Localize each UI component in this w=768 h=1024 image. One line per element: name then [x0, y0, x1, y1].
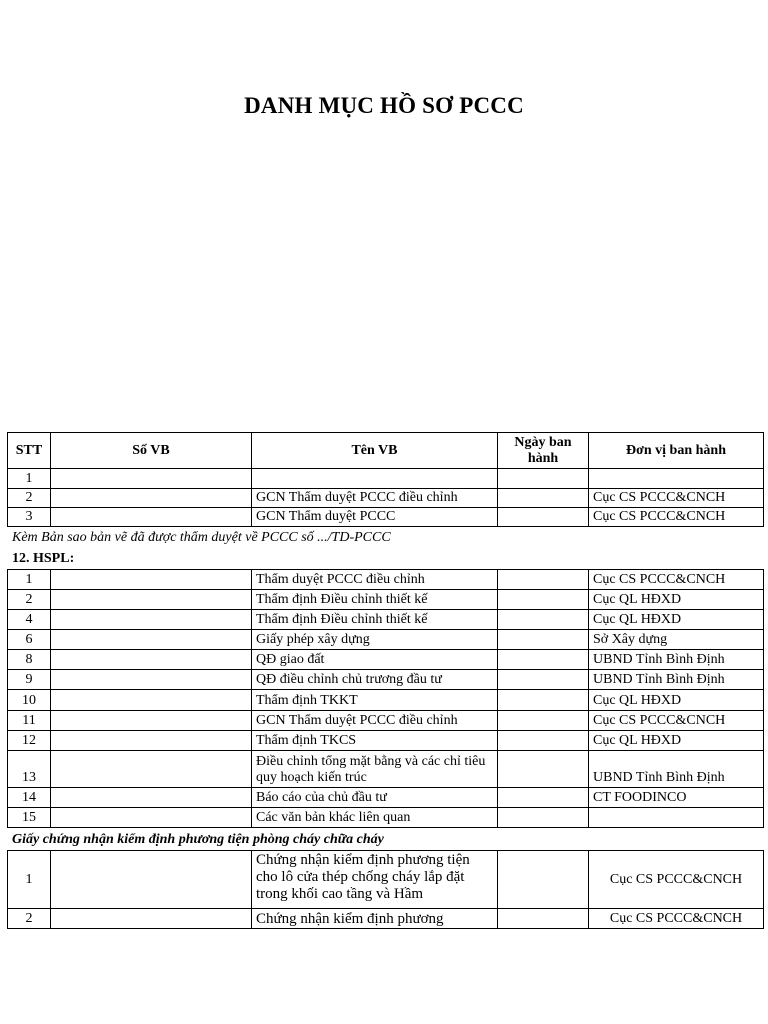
table-row: [8, 711, 764, 731]
cell-stt: 15: [8, 808, 51, 828]
cell-ngay: [498, 751, 589, 788]
table-row: [8, 489, 764, 508]
cell-ten: Điều chỉnh tổng mặt bằng và các chỉ tiêu quy hoạch kiến trúc: [252, 751, 498, 788]
cell-ngay: [498, 731, 589, 751]
cell-ngay: [498, 851, 589, 909]
cell-ten: Thẩm duyệt PCCC điều chỉnh: [252, 570, 498, 590]
cell-so: [51, 690, 252, 711]
cell-so: [51, 670, 252, 690]
header-stt: STT: [8, 433, 51, 469]
document-table-1: [7, 432, 764, 527]
table-row: [8, 630, 764, 650]
cell-ngay: [498, 630, 589, 650]
cell-don-vi: Cục CS PCCC&CNCH: [589, 508, 764, 527]
cell-ten: QĐ điều chỉnh chủ trương đầu tư: [252, 670, 498, 690]
cell-stt: 10: [8, 690, 51, 711]
cell-so: [51, 751, 252, 788]
cell-ngay: [498, 788, 589, 808]
table-row: [8, 508, 764, 527]
table-header-row: [8, 433, 764, 469]
cell-stt: 9: [8, 670, 51, 690]
header-ngay-ban-hanh: [498, 433, 589, 469]
cell-ngay: [498, 610, 589, 630]
cell-ngay: [498, 489, 589, 508]
cell-don-vi: UBND Tỉnh Bình Định: [589, 670, 764, 690]
cell-don-vi: [589, 808, 764, 828]
table-row: [8, 788, 764, 808]
cell-so: [51, 650, 252, 670]
cell-ngay: [498, 650, 589, 670]
cell-don-vi: Cục CS PCCC&CNCH: [589, 909, 764, 929]
cell-so: [51, 851, 252, 909]
cell-so: [51, 570, 252, 590]
header-don-vi: Đơn vị ban hành: [589, 433, 764, 469]
cell-ten: Chứng nhận kiểm định phương: [252, 909, 498, 929]
cell-ngay: [498, 590, 589, 610]
cell-ten: Giấy phép xây dựng: [252, 630, 498, 650]
cell-stt: 2: [8, 909, 51, 929]
cell-so: [51, 630, 252, 650]
cell-stt: 12: [8, 731, 51, 751]
table-row: [8, 469, 764, 489]
cell-don-vi: UBND Tỉnh Bình Định: [589, 751, 764, 788]
cell-don-vi: UBND Tỉnh Bình Định: [589, 650, 764, 670]
cell-so: [51, 808, 252, 828]
section-hspl: 12. HSPL:: [12, 551, 75, 566]
cell-stt: 13: [8, 751, 51, 788]
cell-ngay: [498, 690, 589, 711]
cell-so: [51, 711, 252, 731]
cell-stt: 1: [8, 570, 51, 590]
header-ngay-line-2: hành: [527, 450, 559, 466]
cell-ngay: [498, 711, 589, 731]
cell-stt: 1: [8, 851, 51, 909]
table-row: [8, 751, 764, 788]
cell-don-vi: Sở Xây dựng: [589, 630, 764, 650]
cell-don-vi: Cục CS PCCC&CNCH: [589, 570, 764, 590]
cell-don-vi: Cục CS PCCC&CNCH: [589, 489, 764, 508]
table-row: [8, 610, 764, 630]
cell-ten: Báo cáo của chủ đầu tư: [252, 788, 498, 808]
cell-ngay: [498, 670, 589, 690]
cell-so: [51, 788, 252, 808]
cell-don-vi: Cục QL HĐXD: [589, 690, 764, 711]
cell-don-vi: Cục QL HĐXD: [589, 610, 764, 630]
cell-don-vi: Cục CS PCCC&CNCH: [589, 711, 764, 731]
cell-stt: 14: [8, 788, 51, 808]
cell-ten: GCN Thẩm duyệt PCCC: [252, 508, 498, 527]
cell-stt: 6: [8, 630, 51, 650]
cell-ten: QĐ giao đất: [252, 650, 498, 670]
cell-don-vi: Cục QL HĐXD: [589, 731, 764, 751]
cell-don-vi: [589, 469, 764, 489]
cell-stt: 8: [8, 650, 51, 670]
cell-ngay: [498, 909, 589, 929]
document-table-3: [7, 850, 764, 929]
cell-don-vi: Cục CS PCCC&CNCH: [589, 851, 764, 909]
document-table-2: [7, 569, 764, 828]
cell-ten: GCN Thẩm duyệt PCCC điều chỉnh: [252, 711, 498, 731]
cell-ten: GCN Thẩm duyệt PCCC điều chỉnh: [252, 489, 498, 508]
cell-don-vi: Cục QL HĐXD: [589, 590, 764, 610]
cell-don-vi: CT FOODINCO: [589, 788, 764, 808]
cell-stt: 11: [8, 711, 51, 731]
cell-so: [51, 469, 252, 489]
cell-ngay: [498, 469, 589, 489]
cell-ten: [252, 469, 498, 489]
cell-ngay: [498, 808, 589, 828]
cell-ngay: [498, 508, 589, 527]
cell-ten: Thẩm định TKKT: [252, 690, 498, 711]
cell-stt: 4: [8, 610, 51, 630]
table-row: [8, 670, 764, 690]
header-so-vb: Số VB: [51, 433, 252, 469]
table-row: [8, 851, 764, 909]
table-row: [8, 909, 764, 929]
cell-stt: 2: [8, 590, 51, 610]
table-row: [8, 590, 764, 610]
cell-ten: Thẩm định Điều chỉnh thiết kế: [252, 610, 498, 630]
cell-ten: Thẩm định TKCS: [252, 731, 498, 751]
table-row: [8, 808, 764, 828]
header-ngay-line-1: Ngày ban: [514, 434, 572, 450]
cell-so: [51, 489, 252, 508]
table-row: [8, 731, 764, 751]
cell-stt: 2: [8, 489, 51, 508]
cell-so: [51, 590, 252, 610]
table-row: [8, 650, 764, 670]
cell-so: [51, 731, 252, 751]
cell-ten: Các văn bản khác liên quan: [252, 808, 498, 828]
cell-so: [51, 508, 252, 527]
cell-ten: Chứng nhận kiểm định phương tiện cho lô cửa thép chống cháy lắp đặt trong khối cao tầng và Hầm: [252, 851, 498, 909]
cell-so: [51, 610, 252, 630]
cell-so: [51, 909, 252, 929]
table-row: [8, 690, 764, 711]
table-row: [8, 570, 764, 590]
header-ten-vb: Tên VB: [252, 433, 498, 469]
page-title: DANH MỤC HỒ SƠ PCCC: [244, 93, 524, 118]
cell-ten: Thẩm định Điều chỉnh thiết kế: [252, 590, 498, 610]
section-gcn-kiem-dinh: Giấy chứng nhận kiểm định phương tiện phòng cháy chữa cháy: [12, 832, 384, 847]
cell-stt: 3: [8, 508, 51, 527]
cell-stt: 1: [8, 469, 51, 489]
note-ban-sao: Kèm Bản sao bản vẽ đã được thẩm duyệt về PCCC số .../TD-PCCC: [12, 530, 391, 545]
cell-ngay: [498, 570, 589, 590]
